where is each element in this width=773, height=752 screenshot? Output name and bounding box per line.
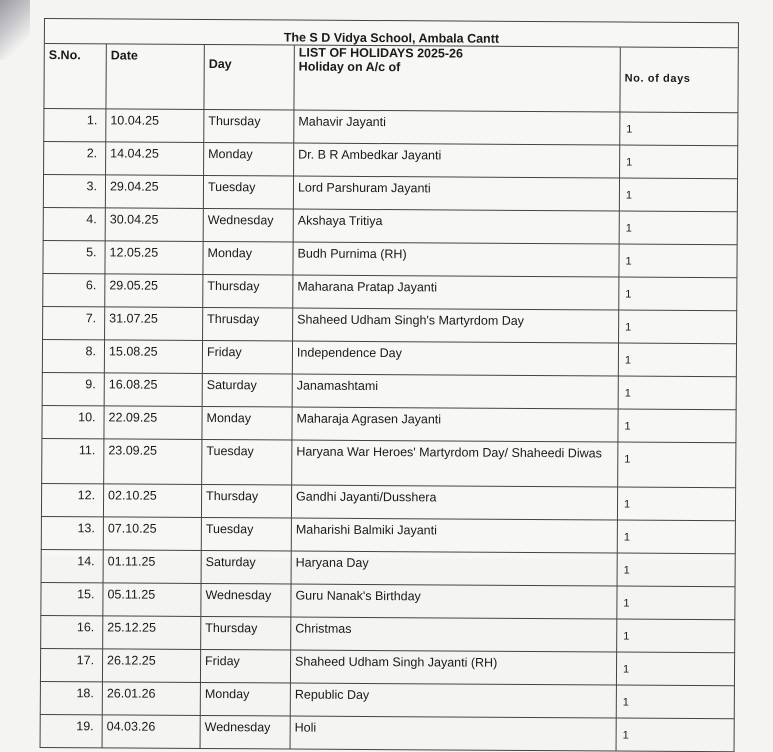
holiday-table — [40, 18, 739, 752]
table-row — [41, 582, 735, 619]
row-day: Monday — [200, 682, 290, 716]
table-row — [42, 339, 736, 376]
row-day: Friday — [200, 649, 290, 683]
row-date: 16.08.25 — [104, 373, 202, 407]
row-date: 12.05.25 — [105, 241, 203, 275]
header-day: Day — [204, 44, 294, 110]
table-row — [42, 438, 736, 487]
row-holiday: Maharaja Agrasen Jayanti — [292, 407, 618, 442]
row-day: Monday — [202, 406, 292, 440]
row-date: 14.04.25 — [106, 142, 204, 176]
row-days: 1 — [617, 586, 735, 620]
row-day: Saturday — [202, 373, 292, 407]
row-sno: 4. — [43, 207, 105, 240]
row-days: 1 — [620, 112, 738, 146]
table-row — [41, 516, 735, 553]
row-holiday: Guru Nanak's Birthday — [291, 584, 617, 619]
table-row — [40, 648, 734, 685]
header-sno: S.No. — [44, 44, 106, 109]
row-date: 02.10.25 — [103, 484, 201, 518]
row-day: Saturday — [201, 550, 291, 584]
row-holiday: Shaheed Udham Singh Jayanti (RH) — [290, 650, 616, 685]
holiday-rows — [40, 109, 738, 752]
row-date: 01.11.25 — [103, 550, 201, 584]
row-date: 26.01.26 — [102, 682, 200, 716]
row-days: 1 — [618, 376, 736, 410]
row-days: 1 — [616, 652, 734, 686]
row-day: Thursday — [201, 484, 291, 518]
table-row — [42, 372, 736, 409]
row-holiday: Holi — [290, 716, 616, 751]
row-day: Thursday — [203, 274, 293, 308]
row-day: Wednesday — [203, 208, 293, 242]
row-day: Thursday — [204, 109, 294, 143]
row-holiday: Haryana War Heroes' Martyrdom Day/ Shaheedi Diwas — [292, 440, 618, 487]
row-sno: 11. — [42, 438, 104, 483]
row-sno: 7. — [43, 306, 105, 339]
row-holiday: Shaheed Udham Singh's Martyrdom Day — [293, 308, 619, 343]
row-day: Tuesday — [203, 175, 293, 209]
row-date: 29.05.25 — [105, 274, 203, 308]
row-holiday: Independence Day — [292, 341, 618, 376]
row-sno: 1. — [44, 109, 106, 142]
row-date: 10.04.25 — [106, 109, 204, 143]
row-sno: 10. — [42, 405, 104, 438]
row-date: 23.09.25 — [104, 439, 202, 485]
row-sno: 9. — [42, 372, 104, 405]
row-holiday: Haryana Day — [291, 551, 617, 586]
row-days: 1 — [619, 310, 737, 344]
row-day: Tuesday — [201, 517, 291, 551]
row-day: Wednesday — [201, 583, 291, 617]
table-row — [43, 306, 737, 343]
row-holiday: Dr. B R Ambedkar Jayanti — [294, 143, 620, 178]
school-title: The S D Vidya School, Ambala Cantt — [44, 19, 738, 48]
row-date: 29.04.25 — [105, 175, 203, 209]
row-sno: 19. — [40, 714, 102, 747]
row-day: Wednesday — [200, 715, 290, 749]
row-holiday: Maharana Pratap Jayanti — [293, 275, 619, 310]
row-sno: 5. — [43, 240, 105, 273]
table-row — [44, 109, 738, 146]
row-days: 1 — [617, 520, 735, 554]
table-row — [41, 549, 735, 586]
row-days: 1 — [619, 178, 737, 212]
row-date: 15.08.25 — [104, 340, 202, 374]
list-subtitle: LIST OF HOLIDAYS 2025-26 — [298, 45, 464, 61]
row-holiday: Janamashtami — [292, 374, 618, 409]
row-days: 1 — [619, 211, 737, 245]
row-days: 1 — [616, 718, 734, 752]
row-holiday: Maharishi Balmiki Jayanti — [291, 518, 617, 553]
row-holiday: Lord Parshuram Jayanti — [293, 176, 619, 211]
table-row — [44, 142, 738, 179]
header-holiday-cell — [294, 45, 620, 112]
row-holiday: Akshaya Tritiya — [293, 209, 619, 244]
row-days: 1 — [618, 442, 736, 488]
row-day: Tuesday — [202, 439, 292, 485]
row-date: 04.03.26 — [102, 715, 200, 749]
table-row — [43, 240, 737, 277]
row-day: Thrusday — [203, 307, 293, 341]
table-row — [43, 273, 737, 310]
row-days: 1 — [617, 553, 735, 587]
row-date: 07.10.25 — [103, 517, 201, 551]
row-holiday: Republic Day — [290, 683, 616, 718]
header-days: No. of days — [620, 47, 738, 113]
row-sno: 16. — [41, 615, 103, 648]
row-holiday: Mahavir Jayanti — [294, 110, 620, 145]
header-date: Date — [106, 44, 204, 110]
row-holiday: Gandhi Jayanti/Dusshera — [291, 485, 617, 520]
row-date: 31.07.25 — [105, 307, 203, 341]
row-days: 1 — [618, 343, 736, 377]
row-sno: 6. — [43, 273, 105, 306]
row-days: 1 — [619, 244, 737, 278]
table-row — [41, 483, 735, 520]
row-day: Monday — [204, 142, 294, 176]
row-days: 1 — [619, 277, 737, 311]
row-day: Friday — [202, 340, 292, 374]
row-date: 30.04.25 — [105, 208, 203, 242]
row-days: 1 — [617, 619, 735, 653]
row-sno: 12. — [41, 483, 103, 516]
table-row — [41, 615, 735, 652]
row-sno: 13. — [41, 516, 103, 549]
row-holiday: Budh Purnima (RH) — [293, 242, 619, 277]
table-row — [40, 714, 734, 751]
row-sno: 8. — [42, 339, 104, 372]
row-sno: 17. — [40, 648, 102, 681]
row-holiday: Christmas — [291, 617, 617, 652]
page-corner-shadow — [0, 0, 30, 60]
row-date: 22.09.25 — [104, 406, 202, 440]
row-days: 1 — [620, 145, 738, 179]
row-sno: 15. — [41, 582, 103, 615]
table-row — [40, 681, 734, 718]
row-days: 1 — [618, 409, 736, 443]
holiday-sheet — [41, 18, 738, 742]
row-sno: 14. — [41, 549, 103, 582]
row-date: 05.11.25 — [103, 583, 201, 617]
row-day: Thursday — [201, 616, 291, 650]
row-date: 25.12.25 — [103, 616, 201, 650]
row-date: 26.12.25 — [102, 649, 200, 683]
row-day: Monday — [203, 241, 293, 275]
row-days: 1 — [616, 685, 734, 719]
row-sno: 2. — [44, 142, 106, 175]
table-row — [42, 405, 736, 442]
row-sno: 18. — [40, 681, 102, 714]
row-sno: 3. — [43, 175, 105, 208]
table-row — [43, 175, 737, 212]
table-row — [43, 207, 737, 244]
header-holiday: Holiday on A/c of — [298, 59, 401, 75]
row-days: 1 — [617, 487, 735, 521]
